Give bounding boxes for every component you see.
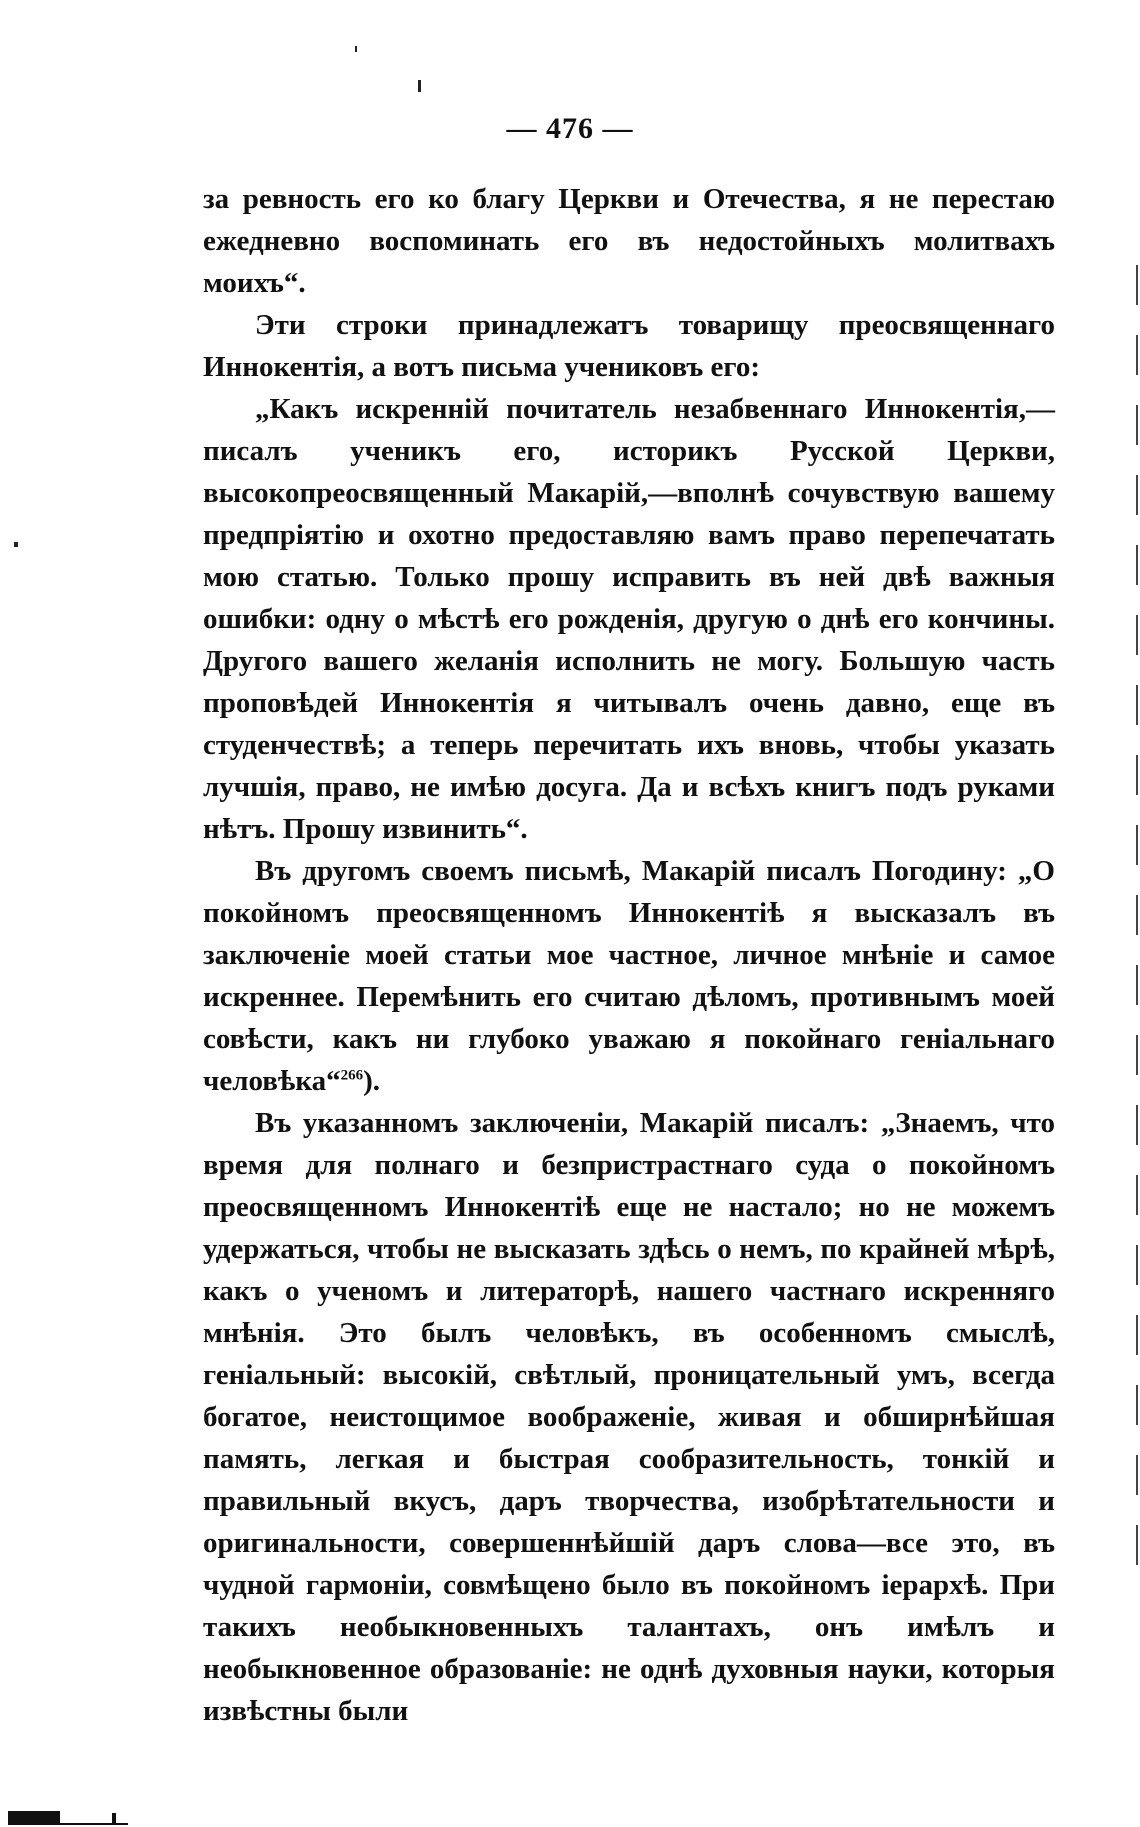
footnote-reference: 266 [340,1067,364,1084]
paragraph-5: Въ указанномъ заключеніи, Макарій писалъ: „Знаемъ, что время для полнаго и безпристрастнаго суда о покойномъ преосвященномъ Иннокентіѣ еще не настало; но не можемъ удержаться, чтобы не высказать здѣсь о немъ, по крайней мѣрѣ, какъ о ученомъ и литераторѣ, нашего частнаго искренняго мнѣнія. Это былъ человѣкъ, въ особенномъ смыслѣ, геніальный: высокій, свѣтлый, проницательный умъ, всегда богатое, неистощимое воображеніе, живая и обширнѣйшая память, легкая и быстрая сообразительность, тонкій и правильный вкусъ, даръ творчества, изобрѣтательности и оригинальности, совершеннѣйшій даръ слова—все это, въ чудной гармоніи, совмѣщено было въ покойномъ іерархѣ. При такихъ необыкновенныхъ талантахъ, онъ имѣлъ и необыкновенное образованіе: не однѣ духовныя науки, которыя извѣстны были [203,1107,1055,1727]
paragraph-1: за ревность его ко благу Церкви и Отечества, я не перестаю ежедневно воспоминать его въ недостойныхъ молитвахъ моихъ“. [203,183,1055,299]
body-text [203,178,1055,1732]
paragraph-3: „Какъ искренній почитатель незабвеннаго Иннокентія,— писалъ ученикъ его, историкъ Русской Церкви, высокопреосвященный Макарій,—вполнѣ сочувствую вашему предпріятію и охотно предоставляю вамъ право перепечатать мою статью. Только прошу исправить въ ней двѣ важныя ошибки: одну о мѣстѣ его рожденія, другую о днѣ его кончины. Другого вашего желанія исполнить не могу. Большую часть проповѣдей Иннокентія я читывалъ очень давно, еще въ студенчествѣ; а теперь перечитать ихъ вновь, чтобы указать лучшія, право, не имѣю досуга. Да и всѣхъ книгъ подъ руками нѣтъ. Прошу извинить“. [203,393,1055,845]
page-number: — 476 — [506,112,634,145]
scan-bottom-line [8,1823,128,1825]
scan-speck-left [14,542,18,547]
paragraph-2: Эти строки принадлежатъ товарищу преосвященнаго Иннокентія, а вотъ письма учениковъ его: [203,309,1055,383]
scan-bottom-tick [112,1813,116,1825]
paragraph-4-text: Въ другомъ своемъ письмѣ, Макарій писалъ Погодину: „О покойномъ преосвященномъ Иннокентіѣ я высказалъ въ заключеніе моей статьи мое частное, личное мнѣніе и самое искреннее. Перемѣнить его считаю дѣломъ, противнымъ моей совѣсти, какъ ни глубоко уважаю я покойнаго геніальнаго человѣка“ [203,855,1055,1097]
scan-bottom-mark [0,1805,130,1827]
scan-speck-top-left [355,46,357,52]
footnote-tail: ). [363,1065,381,1097]
paragraph-4 [203,850,1055,1102]
scan-margin-rule [1136,265,1138,1565]
scan-speck-top [418,80,421,92]
